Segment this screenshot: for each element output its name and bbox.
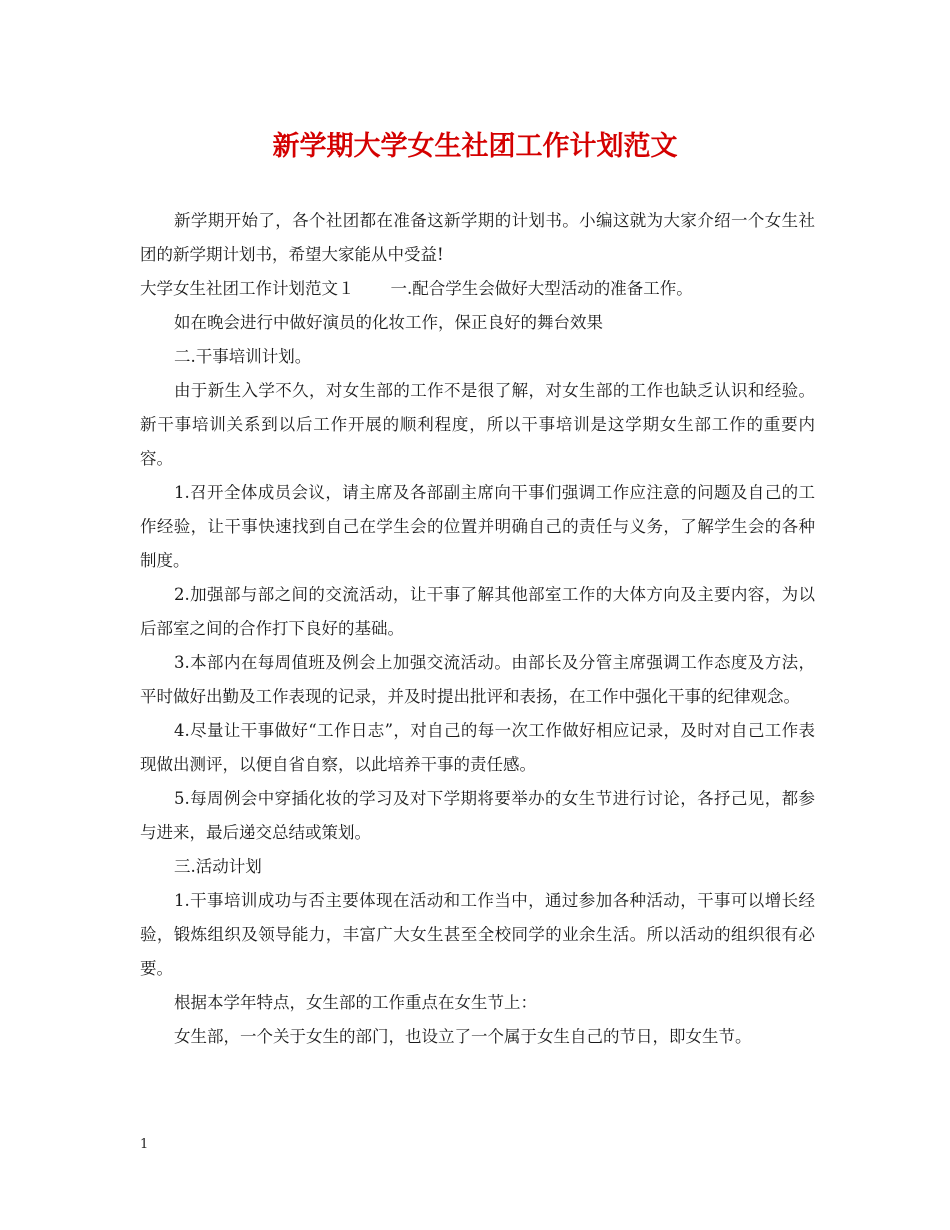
list-item-2: 2.加强部与部之间的交流活动，让干事了解其他部室工作的大体方向及主要内容，为以后部室之间的合作打下良好的基础。 — [140, 585, 815, 638]
document-body — [140, 204, 815, 1054]
list-item-4: 4.尽量让干事做好“工作日志”，对自己的每一次工作做好相应记录，及时对自己工作表现做出测评，以便自省自察，以此培养干事的责任感。 — [140, 721, 815, 774]
paragraph-focus: 根据本学年特点，女生部的工作重点在女生节上： — [174, 993, 537, 1012]
plan-subtitle: 大学女生社团工作计划范文１ — [140, 279, 355, 298]
list-item-1: 1.召开全体成员会议，请主席及各部副主席向干事们强调工作应注意的问题及自己的工作经验，让干事快速找到自己在学生会的位置并明确自己的责任与义务，了解学生会的各种制度。 — [140, 483, 815, 570]
paragraph-training-intro: 由于新生入学不久，对女生部的工作不是很了解，对女生部的工作也缺乏认识和经验。新干事培训关系到以后工作开展的顺利程度，所以干事培训是这学期女生部工作的重要内容。 — [140, 381, 815, 468]
activity-item-1: 1.干事培训成功与否主要体现在活动和工作当中，通过参加各种活动，干事可以增长经验，锻炼组织及领导能力，丰富广大女生甚至全校同学的业余生活。所以活动的组织很有必要。 — [140, 891, 815, 978]
section-one-heading: 一.配合学生会做好大型活动的准备工作。 — [390, 279, 693, 298]
list-item-5: 5.每周例会中穿插化妆的学习及对下学期将要举办的女生节进行讨论，各抒己见，都参与进来，最后递交总结或策划。 — [140, 789, 815, 842]
section-two-heading: 二.干事培训计划。 — [174, 347, 312, 366]
page-number: 1 — [140, 1137, 149, 1152]
document-title: 新学期大学女生社团工作计划范文 — [272, 131, 678, 162]
paragraph-intro: 新学期开始了，各个社团都在准备这新学期的计划书。小编这就为大家介绍一个女生社团的新学期计划书，希望大家能从中受益! — [140, 211, 815, 264]
paragraph-makeup: 如在晚会进行中做好演员的化妆工作，保正良好的舞台效果 — [174, 313, 603, 332]
list-item-3: 3.本部内在每周值班及例会上加强交流活动。由部长及分管主席强调工作态度及方法，平时做好出勤及工作表现的记录，并及时提出批评和表扬，在工作中强化干事的纪律观念。 — [140, 653, 815, 706]
paragraph-womens-day: 女生部，一个关于女生的部门，也设立了一个属于女生自己的节日，即女生节。 — [174, 1027, 752, 1046]
paragraph-plan-heading — [140, 272, 815, 306]
section-three-heading: 三.活动计划 — [174, 857, 262, 876]
